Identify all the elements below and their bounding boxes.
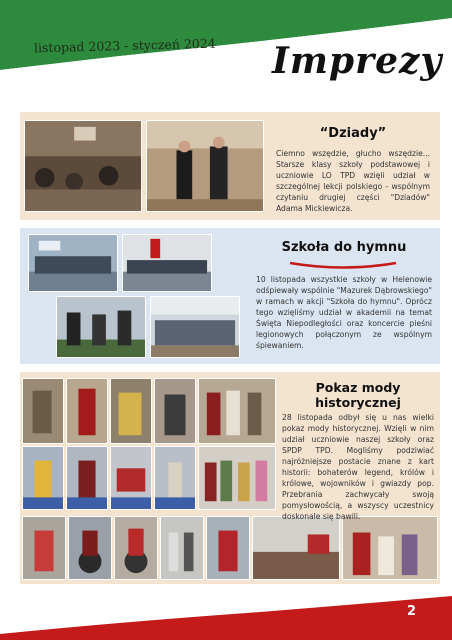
photo-fashion-13 [114, 516, 158, 580]
photo-fashion-15 [206, 516, 250, 580]
photo-fashion-2 [66, 378, 108, 444]
photo-fashion-7 [66, 446, 108, 510]
date-range: listopad 2023 - styczeń 2024 [33, 35, 216, 56]
photo-fashion-9 [154, 446, 196, 510]
photo-hymn-4 [150, 296, 240, 358]
red-underline-decoration [288, 260, 398, 270]
section-text-hymn: 10 listopada wszystkie szkoły w Helenowie odśpiewały wspólnie "Mazurek Dąbrowskiego" w ramach w akcji "Szkoła do hymnu". Oprócz tego wzięliśmy udział w akademii na temat Święta Niepodległości oraz koncercie pieśni legionowych połączonym ze wspólnym śpiewaniem. [256, 275, 432, 350]
section-title-dziady: “Dziady” [319, 126, 387, 141]
section-text-dziady: Ciemno wszędzie, głucho wszędzie... Starsze klasy szkoły podstawowej i uczniowie LO TPD wzięli udział w szczególnej lekcji polskiego - wspólnym czytaniu drugiej części "Dziadów" Adama Mickiewicza. [276, 149, 430, 213]
photo-dziady-2 [146, 120, 264, 212]
page-number: 2 [406, 604, 416, 619]
photo-fashion-1 [22, 378, 64, 444]
section-hymn [20, 228, 440, 364]
photo-hymn-1 [28, 234, 118, 292]
photo-fashion-17 [342, 516, 438, 580]
photo-fashion-14 [160, 516, 204, 580]
section-text-fashion: 28 listopada odbył się u nas wielki pokaz mody historycznej. Wzięli w nim udział uczniowie naszej szkoły oraz SPDP TPD. Mogliśmy podziwiać najróżniejsze postacie znane z kart historii: bohaterów legend, królów i królowe, wojowników i gwiazdy pop. Przebrania zachwycały swoją pomysłowością, a wszyscy uczestnicy doskonale się bawili. [282, 413, 434, 521]
photo-fashion-12 [68, 516, 112, 580]
photo-fashion-16 [252, 516, 340, 580]
photo-fashion-8 [110, 446, 152, 510]
section-dziady [20, 112, 440, 220]
photo-fashion-6 [22, 446, 64, 510]
photo-dziady-1 [24, 120, 142, 212]
photo-fashion-4 [154, 378, 196, 444]
section-fashion-show [20, 372, 440, 584]
section-title-fashion: Pokaz mody historycznej [315, 380, 401, 410]
footer-band [0, 592, 452, 640]
photo-hymn-2 [122, 234, 212, 292]
section-title-hymn: Szkoła do hymnu [281, 240, 407, 255]
photo-fashion-5 [198, 378, 276, 444]
photo-fashion-11 [22, 516, 66, 580]
page-title: Imprezy [272, 40, 443, 82]
photo-fashion-10 [198, 446, 276, 510]
photo-fashion-3 [110, 378, 152, 444]
photo-hymn-3 [56, 296, 146, 358]
